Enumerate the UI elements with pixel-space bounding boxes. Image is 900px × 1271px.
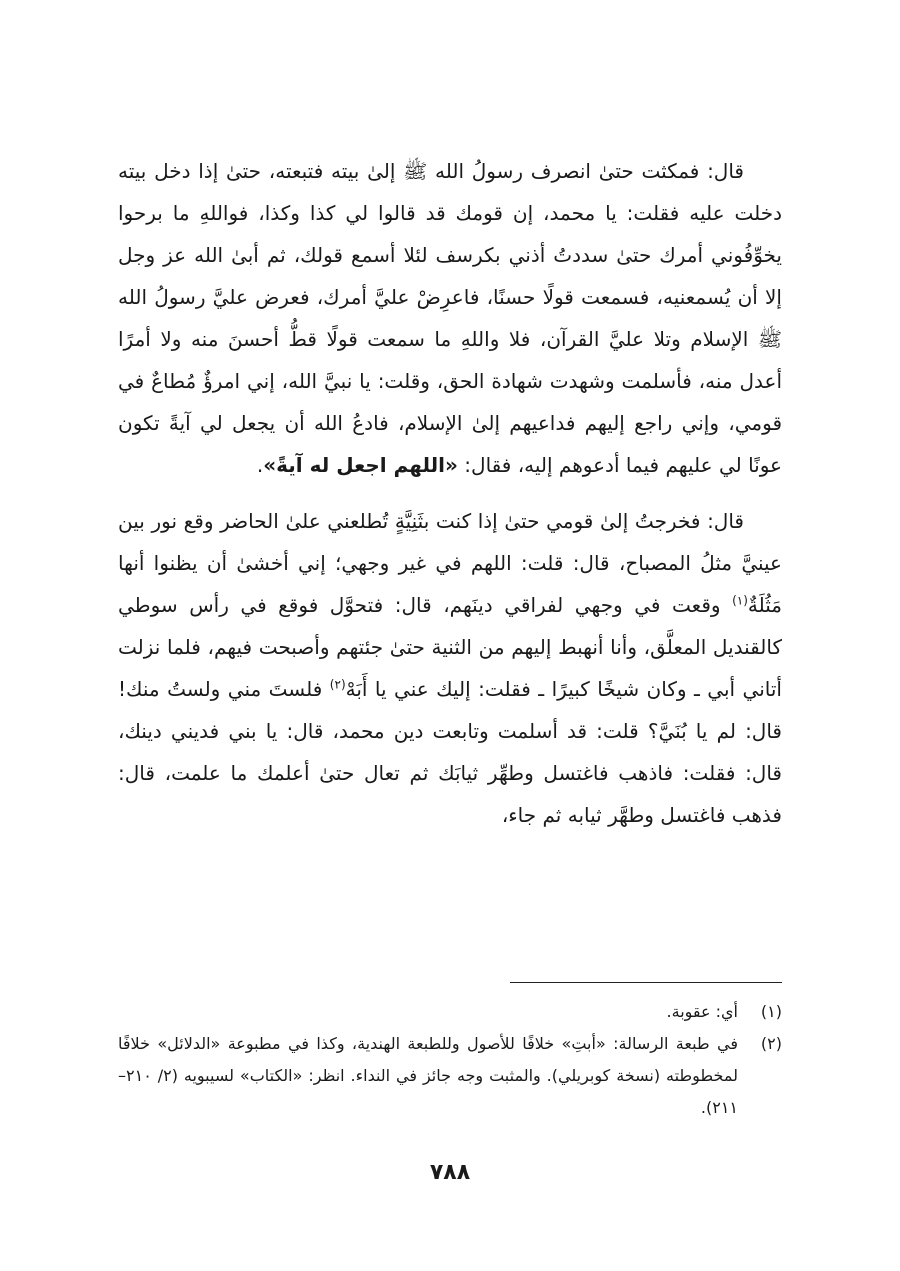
paragraph-2 xyxy=(118,500,782,836)
main-text xyxy=(118,150,782,836)
footnote-divider xyxy=(510,982,782,983)
paragraph-text: قال: فخرجتُ إلىٰ قومي حتىٰ إذا كنت بثَنِيَّةٍ تُطلعني علىٰ الحاضر وقع نور بين عينيَّ مثلُ المصباح، قال: قلت: اللهم في غير وجهي؛ إني أخشىٰ أن يظنوا أنها مَثُلَةٌ xyxy=(118,509,782,617)
paragraph-text: . xyxy=(256,453,264,477)
footnote-number: (١) xyxy=(760,1002,782,1021)
quoted-prayer: «اللهم اجعل له آيةً» xyxy=(263,453,458,477)
footnote-item xyxy=(118,996,782,1028)
page-number: ٧٨٨ xyxy=(429,1160,471,1185)
paragraph-text: فلستَ مني ولستُ منك! قال: لم يا بُنَيَّ؟ قلت: قد أسلمت وتابعت دين محمد، قال: يا بني فديني دينك، قال: فقلت: فاذهب فاغتسل وطهِّر ثيابَك ثم تعال حتىٰ أعلمك ما علمت، قال: فذهب فاغتسل وطهَّر ثيابه ثم جاء، xyxy=(118,677,782,827)
paragraph-1 xyxy=(118,150,782,486)
footnote-text: أي: عقوبة. xyxy=(666,1002,738,1021)
paragraph-text: وقعت في وجهي لفراقي دينَهم، قال: فتحوَّل فوقع في رأس سوطي كالقنديل المعلَّق، وأنا أنهبط إليهم من الثنية حتىٰ جئتهم وأصبحت فيهم، فلما نزلت أتاني أبي ـ وكان شيخًا كبيرًا ـ فقلت: إليك عني يا أَبَهْ xyxy=(118,593,782,701)
paragraph-text: قال: فمكثت حتىٰ انصرف رسولُ الله ﷺ إلىٰ بيته فتبعته، حتىٰ إذا دخل بيته دخلت عليه فقلت: يا محمد، إن قومك قد قالوا لي كذا وكذا، فواللهِ ما برحوا يخوِّفُوني أمرك حتىٰ سددتُ أذني بكرسف لئلا أسمع قولك، ثم أبىٰ الله عز وجل إلا أن يُسمعنيه، فسمعت قولًا حسنًا، فاعرِضْ عليَّ أمرك، فعرض عليَّ رسولُ الله ﷺ الإسلام وتلا عليَّ القرآن، فلا واللهِ ما سمعت قولًا قطُّ أحسنَ منه ولا أمرًا أعدل منه، فأسلمت وشهدت شهادة الحق، وقلت: يا نبيَّ الله، إني امرؤٌ مُطاعٌ في قومي، وإني راجع إليهم فداعيهم إلىٰ الإسلام، فادعُ الله أن يجعل لي آيةً تكون عونًا لي عليهم فيما أدعوهم إليه، فقال: xyxy=(118,159,782,477)
footnote-item xyxy=(118,1028,782,1124)
footnote-text: في طبعة الرسالة: «أبتِ» خلافًا للأصول وللطبعة الهندية، وكذا في مطبوعة «الدلائل» خلافًا لمخطوطته (نسخة كوبريلي). والمثبت وجه جائز في النداء. انظر: «الكتاب» لسيبويه (٢/ ٢١٠– ٢١١). xyxy=(118,1034,738,1117)
footnotes xyxy=(118,996,782,1124)
footnote-reference: (١) xyxy=(732,593,748,608)
footnote-number: (٢) xyxy=(760,1034,782,1053)
footnote-reference: (٢) xyxy=(329,677,346,692)
